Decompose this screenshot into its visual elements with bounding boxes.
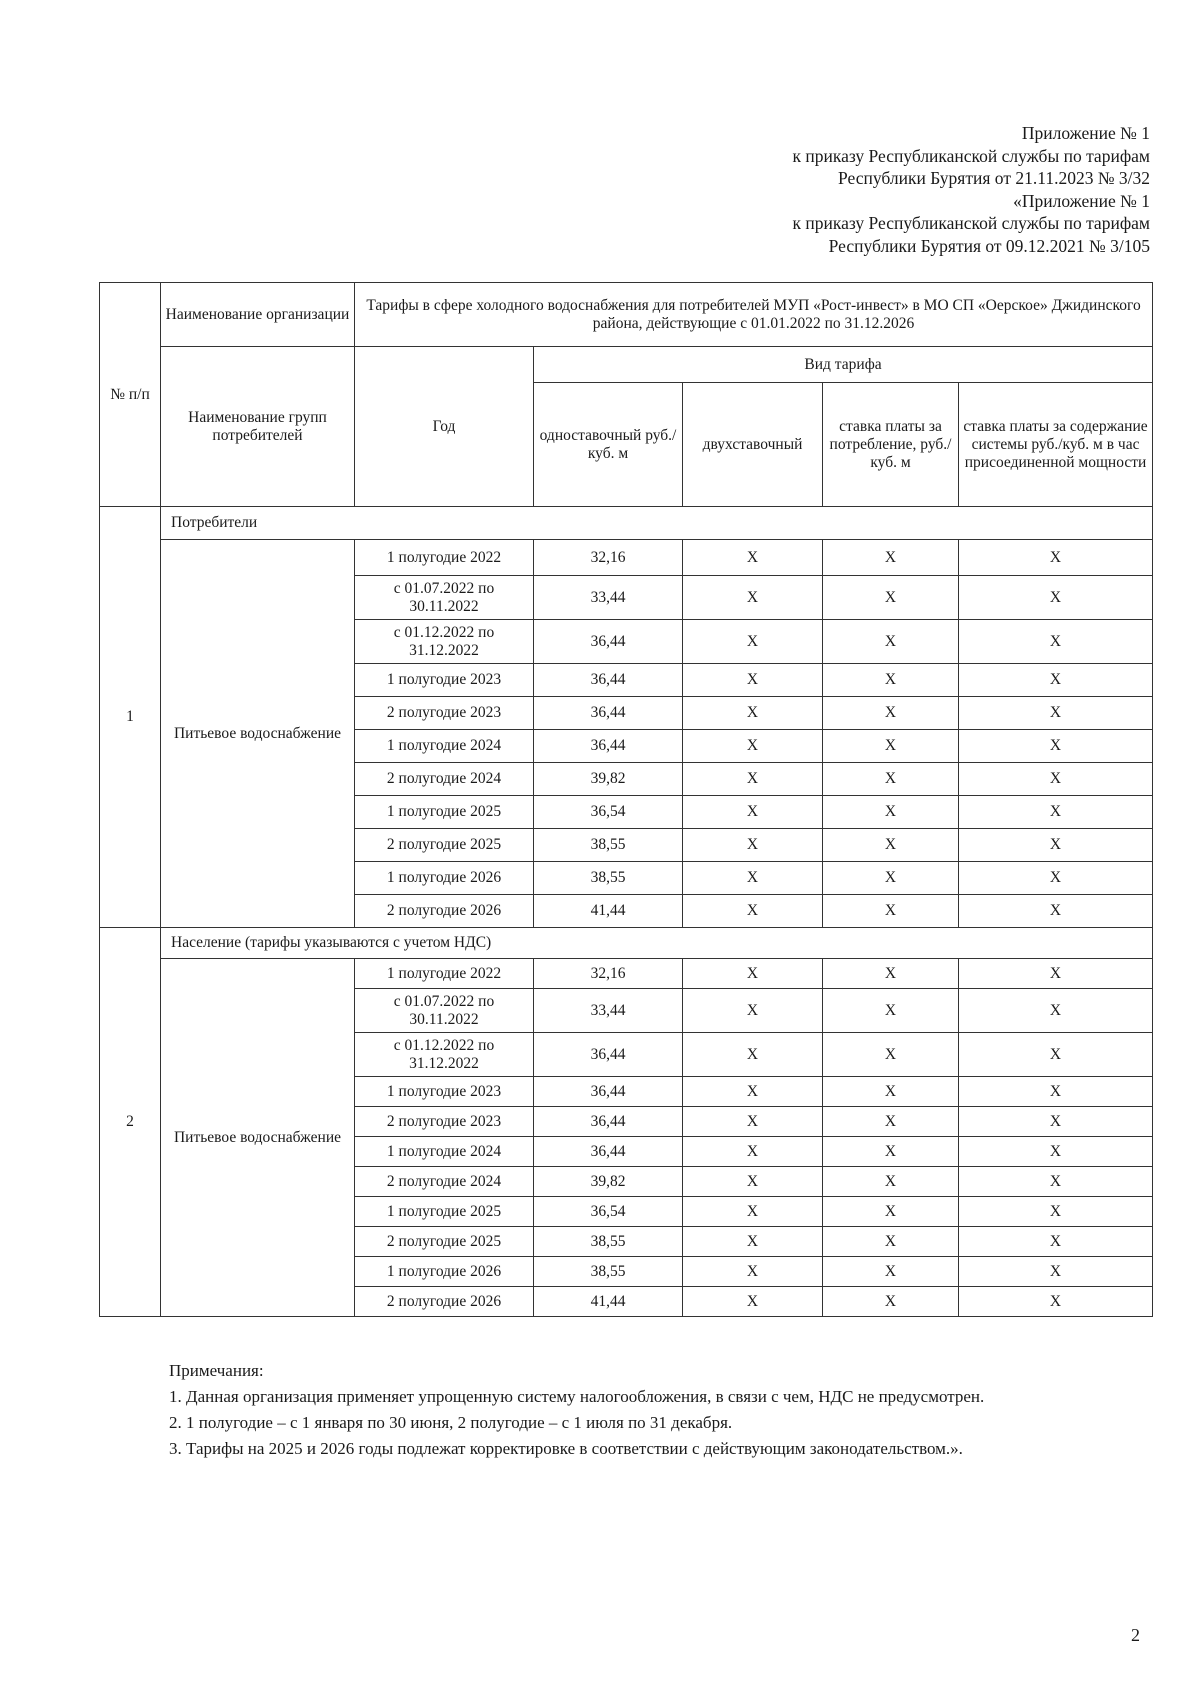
- cell-double: X: [683, 540, 823, 576]
- cell-period: 2 полугодие 2025: [355, 829, 534, 862]
- header-line: Республики Бурятия от 21.11.2023 № 3/32: [838, 168, 1150, 188]
- cell-maintenance: X: [959, 730, 1153, 763]
- cell-consumption: X: [823, 895, 959, 928]
- cell-single: 38,55: [534, 1227, 683, 1257]
- cell-double: X: [683, 620, 823, 664]
- cell-period: 2 полугодие 2024: [355, 763, 534, 796]
- cell-consumption: X: [823, 1287, 959, 1317]
- note-item: 1. Данная организация применяет упрощенную систему налогообложения, в связи с чем, НДС не предусмотрен.: [169, 1387, 985, 1406]
- table-row: [100, 959, 1153, 989]
- cell-consumption: X: [823, 1137, 959, 1167]
- cell-period: 1 полугодие 2025: [355, 796, 534, 829]
- cell-period: 1 полугодие 2025: [355, 1197, 534, 1227]
- cell-maintenance: X: [959, 763, 1153, 796]
- header-line: Республики Бурятия от 09.12.2021 № 3/105: [828, 235, 1150, 256]
- cell-maintenance: X: [959, 895, 1153, 928]
- cell-double: X: [683, 1077, 823, 1107]
- header-line: Приложение № 1: [1021, 123, 1150, 143]
- cell-period: 1 полугодие 2024: [355, 1137, 534, 1167]
- cell-maintenance: X: [959, 1137, 1153, 1167]
- notes: [99, 1358, 1152, 1462]
- consumer-group: Питьевое водоснабжение: [161, 540, 355, 928]
- table-row: [100, 540, 1153, 576]
- col-consumption-header: ставка платы за потребление, руб./ куб. м: [823, 383, 959, 507]
- tariff-type-header: Вид тарифа: [534, 347, 1153, 383]
- section-title: Потребители: [161, 507, 1153, 540]
- cell-maintenance: X: [959, 1257, 1153, 1287]
- cell-period: 1 полугодие 2026: [355, 1257, 534, 1287]
- cell-maintenance: X: [959, 576, 1153, 620]
- tariff-table: [99, 282, 1153, 1317]
- note-item: 3. Тарифы на 2025 и 2026 годы подлежат корректировке в соответствии с действующим законодательством.».: [169, 1439, 963, 1458]
- section-title: Население (тарифы указываются с учетом НДС): [161, 928, 1153, 959]
- cell-consumption: X: [823, 1197, 959, 1227]
- cell-period: с 01.12.2022 по 31.12.2022: [355, 1033, 534, 1077]
- cell-single: 36,44: [534, 1107, 683, 1137]
- header-line: «Приложение № 1: [1013, 190, 1150, 211]
- cell-consumption: X: [823, 862, 959, 895]
- cell-double: X: [683, 1197, 823, 1227]
- cell-consumption: X: [823, 730, 959, 763]
- cell-single: 33,44: [534, 989, 683, 1033]
- cell-consumption: X: [823, 697, 959, 730]
- cell-double: X: [683, 763, 823, 796]
- cell-double: X: [683, 862, 823, 895]
- cell-single: 36,54: [534, 1197, 683, 1227]
- cell-maintenance: X: [959, 1227, 1153, 1257]
- header-line: к приказу Республиканской службы по тарифам: [792, 145, 1150, 166]
- cell-period: с 01.12.2022 по 31.12.2022: [355, 620, 534, 664]
- cell-double: X: [683, 576, 823, 620]
- cell-double: X: [683, 1227, 823, 1257]
- cell-period: 2 полугодие 2026: [355, 1287, 534, 1317]
- cell-double: X: [683, 959, 823, 989]
- cell-period: 1 полугодие 2023: [355, 1077, 534, 1107]
- cell-single: 36,44: [534, 730, 683, 763]
- cell-period: 1 полугодие 2022: [355, 959, 534, 989]
- cell-single: 36,44: [534, 664, 683, 697]
- cell-maintenance: X: [959, 1287, 1153, 1317]
- cell-period: 2 полугодие 2024: [355, 1167, 534, 1197]
- cell-period: с 01.07.2022 по 30.11.2022: [355, 576, 534, 620]
- cell-consumption: X: [823, 1033, 959, 1077]
- cell-maintenance: X: [959, 989, 1153, 1033]
- cell-maintenance: X: [959, 829, 1153, 862]
- cell-consumption: X: [823, 664, 959, 697]
- col-single-header: одноставочный руб./ куб. м: [534, 383, 683, 507]
- cell-single: 32,16: [534, 540, 683, 576]
- cell-consumption: X: [823, 763, 959, 796]
- cell-period: 1 полугодие 2026: [355, 862, 534, 895]
- cell-single: 36,44: [534, 620, 683, 664]
- cell-period: 2 полугодие 2026: [355, 895, 534, 928]
- cell-double: X: [683, 1033, 823, 1077]
- cell-consumption: X: [823, 1257, 959, 1287]
- cell-maintenance: X: [959, 697, 1153, 730]
- col-num-header: № п/п: [100, 283, 161, 507]
- cell-consumption: X: [823, 540, 959, 576]
- cell-double: X: [683, 796, 823, 829]
- tariff-table-body: [100, 507, 1153, 1317]
- cell-consumption: X: [823, 959, 959, 989]
- cell-consumption: X: [823, 829, 959, 862]
- cell-maintenance: X: [959, 862, 1153, 895]
- cell-consumption: X: [823, 620, 959, 664]
- cell-single: 33,44: [534, 576, 683, 620]
- consumer-group: Питьевое водоснабжение: [161, 959, 355, 1317]
- cell-single: 41,44: [534, 895, 683, 928]
- cell-single: 38,55: [534, 829, 683, 862]
- cell-maintenance: X: [959, 796, 1153, 829]
- notes-title: Примечания:: [169, 1361, 264, 1380]
- cell-consumption: X: [823, 576, 959, 620]
- cell-double: X: [683, 1287, 823, 1317]
- cell-maintenance: X: [959, 1077, 1153, 1107]
- org-title: Тарифы в сфере холодного водоснабжения для потребителей МУП «Рост-инвест» в МО СП «Оерское» Джидинского района, действующие с 01.01.2022 по 31.12.2026: [355, 283, 1153, 347]
- note-item: 2. 1 полугодие – с 1 января по 30 июня, 2 полугодие – с 1 июля по 31 декабря.: [169, 1413, 733, 1432]
- section-title-row: [100, 928, 1153, 959]
- col-year-header: Год: [355, 347, 534, 507]
- cell-single: 38,55: [534, 1257, 683, 1287]
- cell-maintenance: X: [959, 1197, 1153, 1227]
- cell-single: 32,16: [534, 959, 683, 989]
- cell-consumption: X: [823, 989, 959, 1033]
- cell-maintenance: X: [959, 1107, 1153, 1137]
- cell-single: 36,54: [534, 796, 683, 829]
- cell-maintenance: X: [959, 620, 1153, 664]
- cell-maintenance: X: [959, 1167, 1153, 1197]
- cell-double: X: [683, 829, 823, 862]
- cell-consumption: X: [823, 1077, 959, 1107]
- cell-double: X: [683, 895, 823, 928]
- section-number: 1: [100, 507, 161, 928]
- cell-maintenance: X: [959, 664, 1153, 697]
- cell-period: 1 полугодие 2024: [355, 730, 534, 763]
- cell-single: 36,44: [534, 1033, 683, 1077]
- cell-consumption: X: [823, 1107, 959, 1137]
- cell-single: 38,55: [534, 862, 683, 895]
- cell-single: 36,44: [534, 1137, 683, 1167]
- cell-maintenance: X: [959, 959, 1153, 989]
- col-groups-header: Наименование групп потребителей: [161, 347, 355, 507]
- document-header: [390, 122, 1150, 257]
- cell-period: 2 полугодие 2023: [355, 697, 534, 730]
- cell-single: 39,82: [534, 1167, 683, 1197]
- col-maintenance-header: ставка платы за содержание системы руб./куб. м в час присоединенной мощности: [959, 383, 1153, 507]
- cell-maintenance: X: [959, 540, 1153, 576]
- cell-period: 1 полугодие 2022: [355, 540, 534, 576]
- cell-single: 41,44: [534, 1287, 683, 1317]
- cell-double: X: [683, 1107, 823, 1137]
- page-number: 2: [1131, 1625, 1140, 1645]
- cell-double: X: [683, 1257, 823, 1287]
- cell-period: 2 полугодие 2023: [355, 1107, 534, 1137]
- cell-double: X: [683, 1137, 823, 1167]
- cell-double: X: [683, 1167, 823, 1197]
- cell-consumption: X: [823, 1227, 959, 1257]
- cell-period: с 01.07.2022 по 30.11.2022: [355, 989, 534, 1033]
- cell-double: X: [683, 664, 823, 697]
- col-double-header: двухставочный: [683, 383, 823, 507]
- header-line: к приказу Республиканской службы по тарифам: [792, 213, 1150, 233]
- cell-maintenance: X: [959, 1033, 1153, 1077]
- section-number: 2: [100, 928, 161, 1317]
- cell-period: 2 полугодие 2025: [355, 1227, 534, 1257]
- cell-period: 1 полугодие 2023: [355, 664, 534, 697]
- cell-single: 39,82: [534, 763, 683, 796]
- cell-consumption: X: [823, 1167, 959, 1197]
- section-title-row: [100, 507, 1153, 540]
- cell-single: 36,44: [534, 1077, 683, 1107]
- cell-double: X: [683, 989, 823, 1033]
- cell-double: X: [683, 730, 823, 763]
- cell-consumption: X: [823, 796, 959, 829]
- cell-single: 36,44: [534, 697, 683, 730]
- col-org-header: Наименование организации: [161, 283, 355, 347]
- cell-double: X: [683, 697, 823, 730]
